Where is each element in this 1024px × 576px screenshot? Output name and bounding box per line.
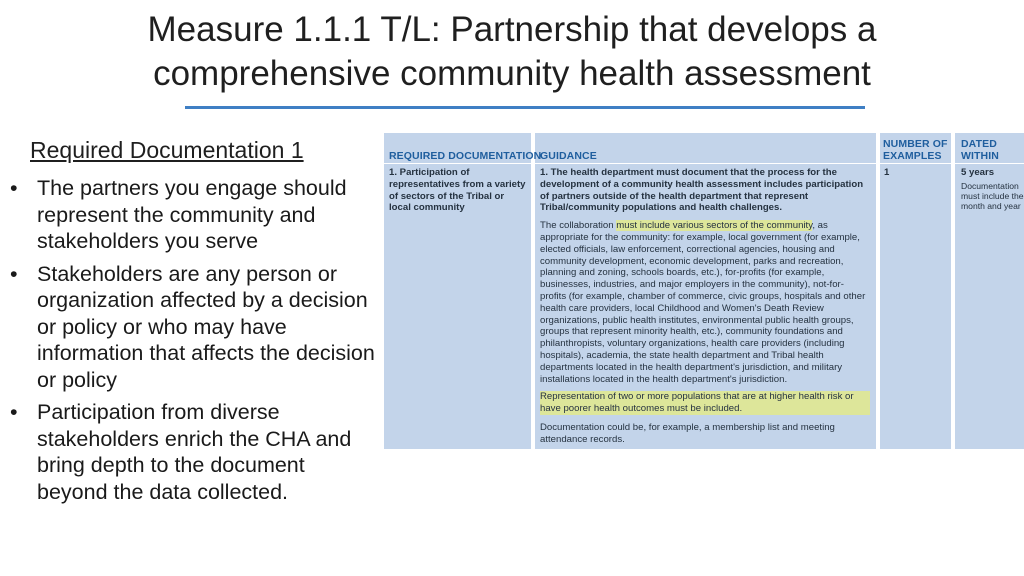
guidance-paragraph-populations: Representation of two or more populations that are at higher health risk or have poorer health outcomes must be included. <box>540 391 870 415</box>
dated-note: Documentation must include the month and year <box>961 180 1024 211</box>
bullet-item <box>10 175 378 255</box>
bullet-icon: • <box>10 176 18 200</box>
title-line-1: Measure 1.1.1 T/L: Partnership that develops a <box>147 10 877 49</box>
bullet-list <box>10 175 378 511</box>
header-required-documentation: REQUIRED DOCUMENTATION <box>389 150 542 162</box>
guidance-p2-rest: , as appropriate for the community: for example, local government (for example, elected officials, law enforcement, correctional agencies, housing and community development, economic development, parks and recreation, planning and zoning, schools boards, etc.), for-profits (for example, businesses, industries, and major employers in the community), not-for-profits (for example, chamber of commerce, civic groups, hospitals and other health care providers, local Childhood and Women's Death Review organizations, public health institutes, environmental public health groups, groups that represent minority health, etc.), community foundations and philanthropists, voluntary organizations, health care providers (including hospitals), academia, the state health department and Tribal health departments located in the health department's jurisdiction, and military installations located in the health department's jurisdiction. <box>540 220 866 385</box>
header-number-line-1: NUMBER OF <box>883 138 948 150</box>
header-number-line-2: EXAMPLES <box>883 150 942 162</box>
bullet-icon: • <box>10 400 18 424</box>
bullet-icon: • <box>10 261 18 286</box>
dated-value: 5 years <box>961 167 995 178</box>
cell-dated-within <box>961 167 1024 211</box>
cell-required-documentation: 1. Participation of representatives from a variety of sectors of the Tribal or local community <box>389 167 526 214</box>
header-dated-within <box>961 138 999 162</box>
title-line-2: comprehensive community health assessment <box>153 54 871 93</box>
title-underline <box>185 106 865 109</box>
column-number-of-examples <box>880 133 951 449</box>
slide-title <box>0 8 1024 96</box>
bullet-text: The partners you engage should represent the community and stakeholders you serve <box>37 176 347 253</box>
header-dated-line-1: DATED <box>961 138 997 150</box>
bullet-text: Participation from diverse stakeholders enrich the CHA and bring depth to the document beyond the data collected. <box>37 400 352 504</box>
guidance-p2-start: The collaboration <box>540 220 617 232</box>
bullet-item <box>10 399 378 505</box>
subheading: Required Documentation 1 <box>30 137 304 163</box>
cell-number-of-examples: 1 <box>884 167 890 178</box>
guidance-paragraph-sectors <box>540 220 870 385</box>
bullet-text: Stakeholders are any person or organization affected by a decision or policy or who may have information that affects the decision or policy <box>37 261 375 392</box>
header-number-of-examples <box>883 138 947 162</box>
cell-guidance <box>540 167 870 446</box>
bullet-item <box>10 261 378 394</box>
header-dated-line-2: WITHIN <box>961 150 999 162</box>
guidance-p2-highlight: must include various sectors of the community <box>616 220 813 232</box>
guidance-paragraph-documentation: Documentation could be, for example, a membership list and meeting attendance records. <box>540 421 835 445</box>
guidance-intro: 1. The health department must document that the process for the development of a community health assessment includes participation of partners outside of the health department that represent Tribal/community populations and health challenges. <box>540 167 864 214</box>
header-divider <box>384 163 1024 164</box>
header-guidance: GUIDANCE <box>540 150 597 162</box>
documentation-table-image <box>384 133 1024 449</box>
